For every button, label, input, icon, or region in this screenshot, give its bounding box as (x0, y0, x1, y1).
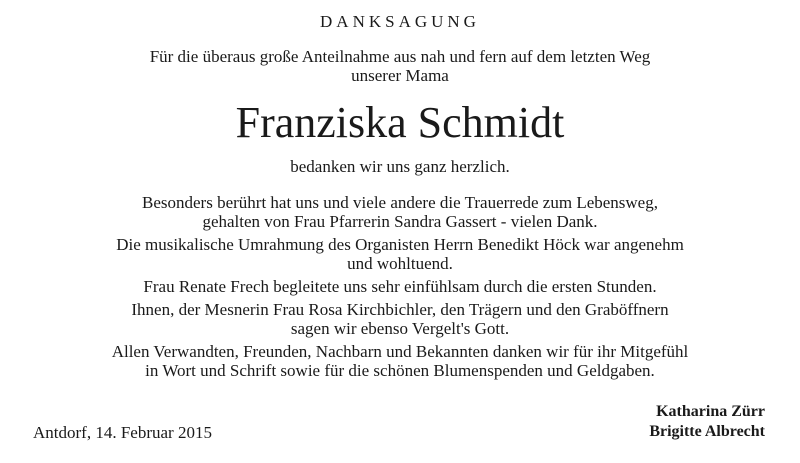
intro-line: Für die überaus große Anteilnahme aus nah und fern auf dem letzten Weg (149, 47, 651, 66)
thanks-line: bedanken wir uns ganz herzlich. (290, 157, 510, 176)
paragraph (0, 193, 800, 231)
signatures (649, 402, 765, 442)
paragraph-line: gehalten von Frau Pfarrerin Sandra Gassert - vielen Dank. (202, 212, 598, 231)
deceased-name: Franziska Schmidt (235, 98, 565, 147)
paragraph-line: Die musikalische Umrahmung des Organisten Herrn Benedikt Höck war angenehm (116, 235, 684, 254)
paragraph-line: und wohltuend. (347, 254, 453, 273)
paragraph (0, 277, 800, 296)
acknowledgement-body (0, 193, 800, 384)
signature-name: Katharina Zürr (656, 403, 765, 420)
paragraph (0, 235, 800, 273)
paragraph-line: Besonders berührt hat uns und viele andere die Trauerrede zum Lebensweg, (142, 193, 658, 212)
signature-name: Brigitte Albrecht (649, 423, 765, 440)
notice-heading: DANKSAGUNG (320, 12, 480, 31)
paragraph (0, 342, 800, 380)
intro-line: unserer Mama (351, 66, 449, 85)
place-and-date: Antdorf, 14. Februar 2015 (33, 423, 212, 442)
paragraph-line: Ihnen, der Mesnerin Frau Rosa Kirchbichler, den Trägern und den Graböffnern (131, 300, 669, 319)
intro-text (0, 47, 800, 85)
paragraph-line: in Wort und Schrift sowie für die schönen Blumenspenden und Geldgaben. (145, 361, 655, 380)
paragraph-line: sagen wir ebenso Vergelt's Gott. (290, 319, 510, 338)
paragraph-line: Frau Renate Frech begleitete uns sehr einfühlsam durch die ersten Stunden. (143, 277, 657, 296)
paragraph-line: Allen Verwandten, Freunden, Nachbarn und Bekannten danken wir für ihr Mitgefühl (111, 342, 689, 361)
paragraph (0, 300, 800, 338)
